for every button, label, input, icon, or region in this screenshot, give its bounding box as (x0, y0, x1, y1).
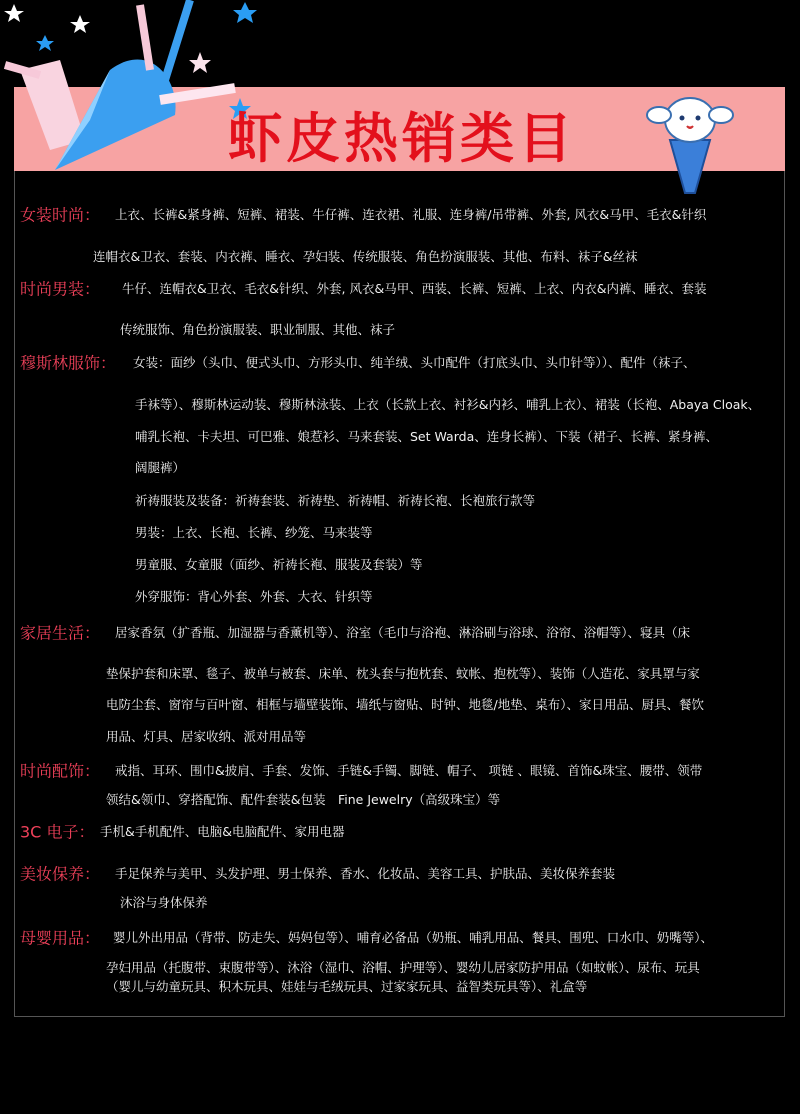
category-line: （婴儿与幼童玩具、积木玩具、娃娃与毛绒玩具、过家家玩具、益智类玩具等）、礼盒等 (106, 979, 588, 994)
category-label-home-living: 家居生活： (20, 623, 101, 643)
category-label-womens-fashion: 女装时尚： (20, 205, 101, 225)
category-line: 外穿服饰：背心外套、外套、大衣、针织等 (135, 589, 373, 604)
category-label-mens-fashion: 时尚男装： (20, 279, 101, 299)
category-line: 戒指、耳环、围巾&披肩、手套、发饰、手链&手镯、脚链、帽子、 项链 、眼镜、首饰&珠宝、腰带、领带 (115, 763, 703, 778)
category-line: 男童服、女童服（面纱、祈祷长袍、服装及套装）等 (135, 557, 423, 572)
content-box (14, 171, 785, 1017)
category-label-fashion-accessories: 时尚配饰： (20, 761, 101, 781)
category-label-beauty: 美妆保养： (20, 864, 101, 884)
category-line: 男装：上衣、长袍、长裤、纱笼、马来装等 (135, 525, 373, 540)
category-label-muslim-fashion: 穆斯林服饰： (20, 353, 117, 373)
category-line: 哺乳长袍、卡夫坦、可巴雅、娘惹衫、马来套装、Set Warda、连身长裤）、下装（裙子、长裤、紧身裤、 (135, 429, 718, 444)
category-line: 孕妇用品（托腹带、束腹带等）、沐浴（湿巾、浴帽、护理等）、婴幼儿居家防护用品（如蚊帐）、尿布、玩具 (106, 960, 700, 975)
category-line: 电防尘套、窗帘与百叶窗、相框与墙壁装饰、墙纸与窗贴、时钟、地毯/地垫、桌布）、家日用品、厨具、餐饮 (106, 697, 704, 712)
page-title: 虾皮热销类目 (228, 107, 576, 170)
category-line: 垫保护套和床罩、毯子、被单与被套、床单、枕头套与抱枕套、蚊帐、抱枕等）、装饰（人造花、家具罩与家 (106, 666, 700, 681)
category-line: 祈祷服装及装备：祈祷套装、祈祷垫、祈祷帽、祈祷长袍、长袍旅行款等 (135, 493, 536, 508)
category-label-mother-baby: 母婴用品： (20, 928, 101, 948)
category-line: 传统服饰、角色扮演服装、职业制服、其他、袜子 (120, 322, 396, 337)
category-line: 手袜等）、穆斯林运动装、穆斯林泳装、上衣（长款上衣、衬衫&内衫、哺乳上衣）、裙装（长袍、Abaya Cloak、 (135, 397, 761, 412)
category-line: 手机&手机配件、电脑&电脑配件、家用电器 (100, 824, 345, 839)
category-line: 手足保养与美甲、头发护理、男士保养、香水、化妆品、美容工具、护肤品、美妆保养套装 (115, 866, 616, 881)
category-line: 女装：面纱（头巾、便式头巾、方形头巾、纯羊绒、头巾配件（打底头巾、头巾针等））、配件（袜子、 (133, 355, 696, 370)
category-line: 用品、灯具、居家收纳、派对用品等 (106, 729, 307, 744)
category-line: 上衣、长裤&紧身裤、短裤、裙装、牛仔裤、连衣裙、礼服、连身裤/吊带裤、外套, 风衣&马甲、毛衣&针织 (115, 207, 707, 222)
category-line: 领结&领巾、穿搭配饰、配件套装&包装 Fine Jewelry（高级珠宝）等 (106, 792, 501, 807)
category-line: 牛仔、连帽衣&卫衣、毛衣&针织、外套, 风衣&马甲、西装、长裤、短裤、上衣、内衣&内裤、睡衣、套装 (122, 281, 707, 296)
party-popper-icon (0, 0, 260, 175)
category-line: 婴儿外出用品（背带、防走失、妈妈包等）、哺育必备品（奶瓶、哺乳用品、餐具、围兜、口水巾、奶嘴等）、 (113, 930, 714, 945)
category-line: 沐浴与身体保养 (120, 895, 208, 910)
category-line: 居家香氛（扩香瓶、加湿器与香薰机等）、浴室（毛巾与浴袍、淋浴刷与浴球、浴帘、浴帽等）、寝具（床 (115, 625, 691, 640)
category-line: 阔腿裤） (135, 460, 186, 475)
category-line: 连帽衣&卫衣、套装、内衣裤、睡衣、孕妇装、传统服装、角色扮演服装、其他、布料、袜子&丝袜 (93, 249, 638, 264)
category-label-electronics: 3C 电子： (20, 822, 95, 842)
